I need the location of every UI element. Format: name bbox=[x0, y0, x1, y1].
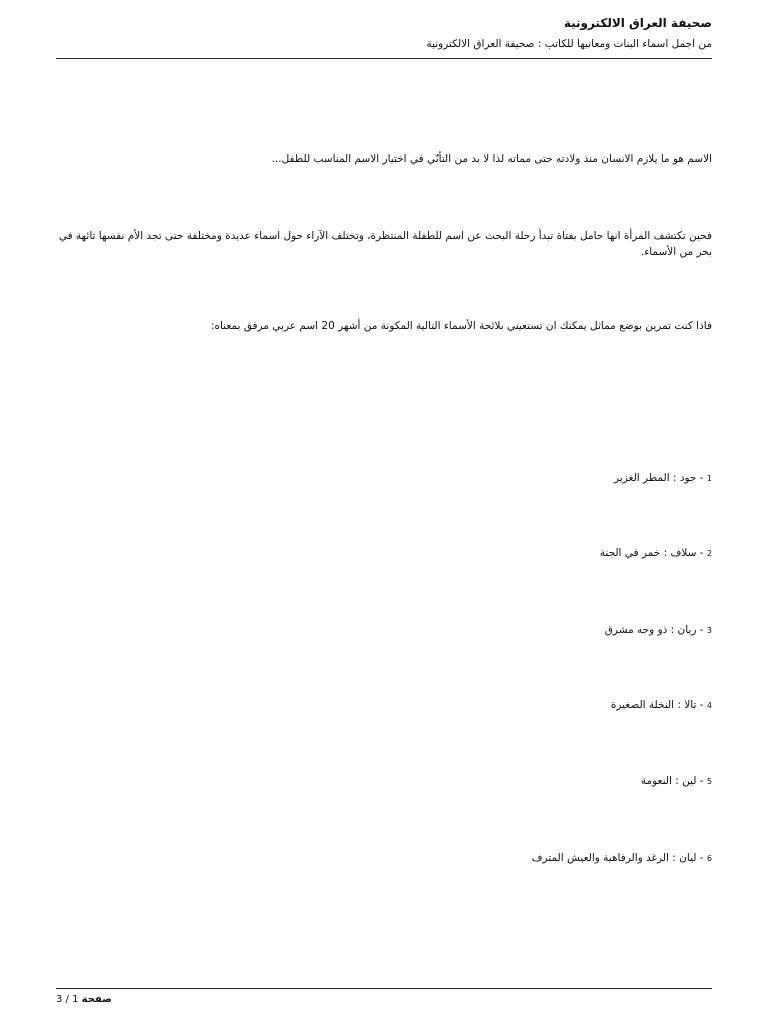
document-header bbox=[56, 14, 712, 52]
document-subtitle: من اجمل اسماء البنات ومعانيها للكاتب : صحيفة العراق الالكترونية bbox=[426, 38, 712, 50]
footer-divider bbox=[56, 988, 712, 989]
page-footer bbox=[56, 992, 112, 1008]
list-item-number: 4 bbox=[706, 701, 712, 710]
list-item-number: 1 bbox=[706, 474, 712, 483]
list-item-text: - جود : المطر الغزير bbox=[614, 472, 704, 484]
list-item-text: - ريان : ذو وجه مشرق bbox=[604, 624, 704, 636]
list-item-text: - سلاف : خمر في الجنة bbox=[599, 547, 704, 559]
list-item bbox=[56, 773, 712, 790]
list-intro-paragraph: فاذا كنت تمرين بوضع مماثل يمكنك ان تستعيني بلائحة الأسماء التالية المكونة من أشهر 20 اسم عربي مرفق بمعناه: bbox=[210, 320, 712, 332]
list-item-text: - ليان : الرغد والرفاهية والعيش المترف bbox=[531, 852, 704, 864]
list-item-number: 3 bbox=[706, 626, 712, 635]
context-paragraph: فحين تكتشف المرأة انها حامل بفتاة تبدأ رحلة البحث عن اسم للطفلة المنتظرة، وتختلف الآراء حول اسماء عديدة ومختلفة حتى تجد الأم نفسها تائهة في بحر من الأسماء. bbox=[58, 230, 712, 258]
page-label: صفحة bbox=[81, 994, 112, 1005]
list-item-number: 6 bbox=[706, 854, 712, 863]
list-item bbox=[56, 470, 712, 487]
list-item bbox=[56, 850, 712, 867]
intro-paragraph: الاسم هو ما يلازم الانسان منذ ولادته حتى مماته لذا لا بد من التأنّي في اختيار الاسم المناسب للطفل... bbox=[271, 153, 712, 165]
list-item-text: - تالا : النخلة الصغيرة bbox=[610, 699, 704, 711]
list-item-number: 2 bbox=[706, 549, 712, 558]
list-item bbox=[56, 697, 712, 714]
list-item-text: - لين : النعومة bbox=[640, 775, 704, 787]
page-number: 1 / 3 bbox=[56, 994, 79, 1005]
site-title: صحيفة العراق الالكترونية bbox=[563, 16, 712, 30]
list-item bbox=[56, 545, 712, 562]
header-divider bbox=[56, 58, 712, 59]
list-item-number: 5 bbox=[706, 777, 712, 786]
list-item bbox=[56, 622, 712, 639]
